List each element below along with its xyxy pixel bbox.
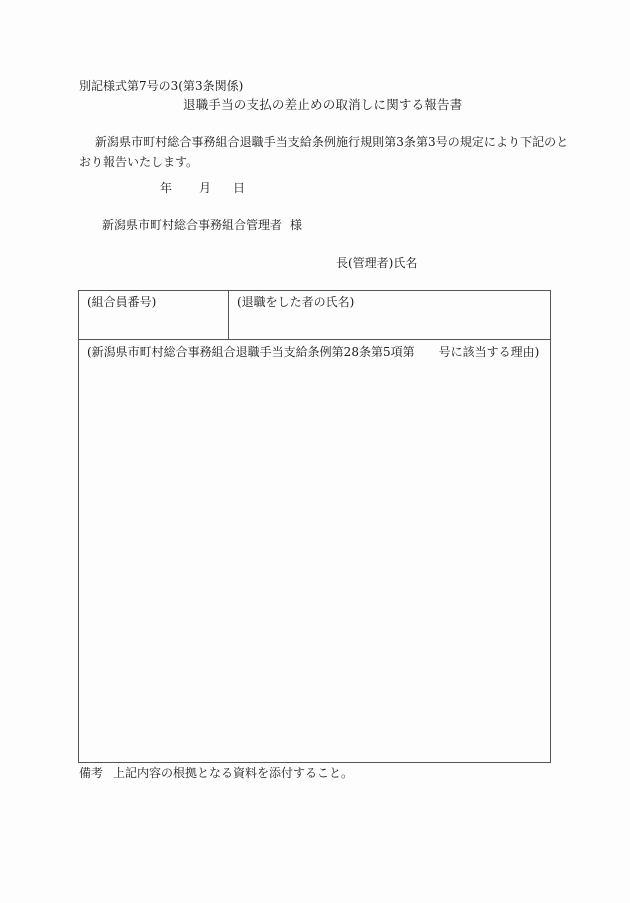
document-title: 退職手当の支払の差止めの取消しに関する報告書: [183, 97, 463, 112]
addressee-honorific: 様: [290, 218, 303, 232]
date-month-label: 月: [199, 181, 212, 195]
signer-label: 長(管理者)氏名: [336, 256, 418, 270]
retiree-name-label: (退職をした者の氏名): [237, 295, 355, 309]
reason-cell: [79, 340, 550, 762]
reason-label: (新潟県市町村総合事務組合退職手当支給条例第28条第5項第 号に該当する理由): [87, 345, 540, 359]
form-reference: 別記様式第7号の3(第3条関係): [79, 79, 244, 93]
table-row-identity: [79, 291, 550, 340]
body-paragraph-line-1: 新潟県市町村総合事務組合退職手当支給条例施行規則第3条第3号の規定により下記のと: [95, 135, 569, 149]
date-day-label: 日: [233, 181, 246, 195]
retiree-name-cell: [229, 291, 550, 339]
remarks-text: 上記内容の根拠となる資料を添付すること。: [113, 766, 354, 780]
report-table: [78, 290, 551, 763]
body-paragraph-line-2: おり報告いたします。: [79, 155, 199, 169]
remarks-label: 備考: [79, 766, 104, 780]
member-number-label: (組合員番号): [87, 295, 157, 309]
addressee-name: 新潟県市町村総合事務組合管理者: [102, 218, 283, 232]
member-number-cell: [79, 291, 229, 339]
date-year-label: 年: [160, 181, 173, 195]
